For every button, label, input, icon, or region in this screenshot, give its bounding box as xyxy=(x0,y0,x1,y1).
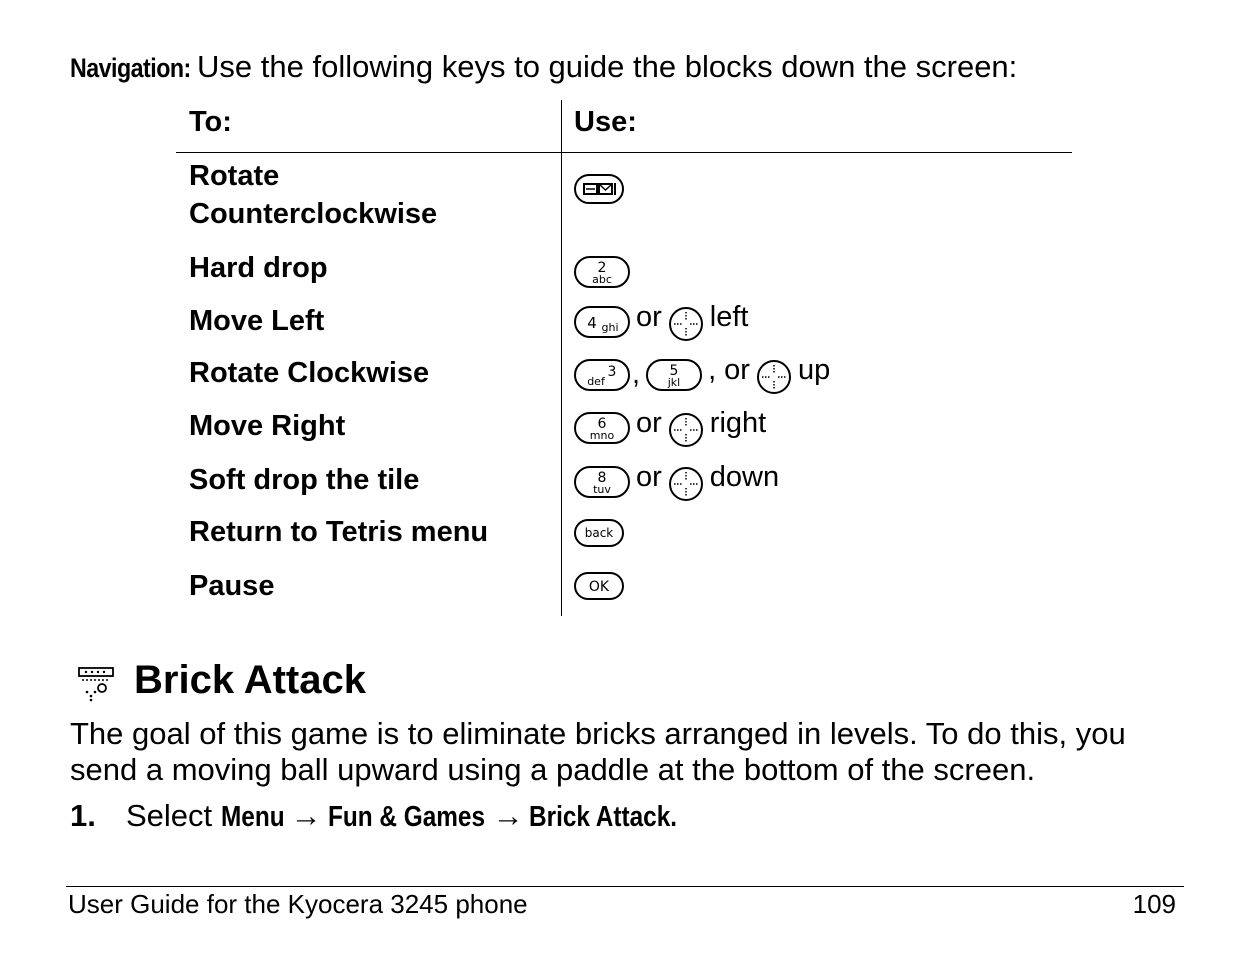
key-4-icon xyxy=(574,306,630,348)
section-paragraph: The goal of this game is to eliminate bricks arranged in levels. To do this, you send a moving ball upward using a paddle at the bottom of the screen. xyxy=(70,716,1126,787)
svg-text:4: 4 xyxy=(587,314,597,332)
menu-label: Menu xyxy=(220,801,285,833)
separator-text: or xyxy=(636,407,662,439)
svg-text:def: def xyxy=(587,375,605,388)
game-icon xyxy=(76,665,116,710)
separator-text: , or xyxy=(708,354,750,386)
table-row-keys xyxy=(574,572,624,610)
separator-text: or xyxy=(636,301,662,333)
envelope-key-icon xyxy=(574,174,624,214)
table-divider-horizontal xyxy=(176,152,1072,153)
direction-text: right xyxy=(709,407,767,439)
footer-title: User Guide for the Kyocera 3245 phone xyxy=(68,889,528,919)
table-row-keys xyxy=(574,256,630,298)
navigation-key-icon xyxy=(668,306,704,352)
svg-text:2: 2 xyxy=(597,260,607,276)
key-3-icon xyxy=(574,359,630,401)
table-row-action: Return to Tetris menu xyxy=(189,516,489,548)
svg-text:ghi: ghi xyxy=(601,321,619,334)
header-to: To: xyxy=(189,106,232,138)
header-use: Use: xyxy=(574,106,637,138)
fun-games-label: Fun & Games xyxy=(327,801,485,833)
svg-text:jkl: jkl xyxy=(667,376,681,389)
table-row-action: Rotate Counterclockwise xyxy=(189,160,438,230)
svg-text:5: 5 xyxy=(669,363,679,379)
key-6-icon xyxy=(574,412,630,454)
separator-text: , xyxy=(632,358,641,390)
navigation-label: Navigation: xyxy=(70,53,191,83)
table-row-action: Move Left xyxy=(189,305,325,337)
direction-text: left xyxy=(709,301,749,333)
navigation-key-icon xyxy=(668,466,704,512)
table-row-action: Rotate Clockwise xyxy=(189,357,430,389)
step-number: 1. xyxy=(70,798,96,833)
table-divider-vertical xyxy=(561,100,562,616)
direction-text: down xyxy=(709,461,780,493)
key-8-icon xyxy=(574,466,630,508)
ok-key-icon xyxy=(574,572,624,610)
arrow-icon: → xyxy=(492,798,524,833)
svg-text:8: 8 xyxy=(597,470,607,486)
svg-text:tuv: tuv xyxy=(593,483,611,496)
step-prefix: Select xyxy=(126,798,213,833)
svg-text:back: back xyxy=(584,526,614,540)
page-number: 109 xyxy=(1132,889,1176,919)
controls-table xyxy=(176,100,1072,616)
separator-text: or xyxy=(636,461,662,493)
back-key-icon xyxy=(574,519,624,557)
direction-text: up xyxy=(797,354,831,386)
arrow-icon: → xyxy=(290,798,322,833)
navigation-key-icon xyxy=(668,412,704,458)
table-row-keys xyxy=(574,461,785,512)
navigation-line xyxy=(70,48,1017,87)
brick-attack-label: Brick Attack. xyxy=(529,801,678,833)
key-5-icon xyxy=(646,359,702,401)
table-row-keys xyxy=(574,174,624,214)
table-row-action: Soft drop the tile xyxy=(189,464,420,496)
table-row-action: Move Right xyxy=(189,410,346,442)
svg-text:abc: abc xyxy=(592,273,612,286)
step-1 xyxy=(70,797,706,836)
table-row-action: Pause xyxy=(189,570,275,602)
footer-rule xyxy=(66,886,1184,887)
table-row-keys xyxy=(574,354,836,405)
table-row-action: Hard drop xyxy=(189,252,328,284)
section-title: Brick Attack xyxy=(134,658,366,702)
table-row-keys xyxy=(574,519,624,557)
svg-text:6: 6 xyxy=(597,416,607,432)
navigation-key-icon xyxy=(756,359,792,405)
table-row-keys xyxy=(574,301,754,352)
svg-text:3: 3 xyxy=(607,364,617,380)
table-row-keys xyxy=(574,407,772,458)
svg-text:mno: mno xyxy=(589,429,615,442)
navigation-text: Use the following keys to guide the blocks down the screen: xyxy=(197,49,1018,84)
key-2-icon xyxy=(574,256,630,298)
svg-text:OK: OK xyxy=(588,579,610,595)
